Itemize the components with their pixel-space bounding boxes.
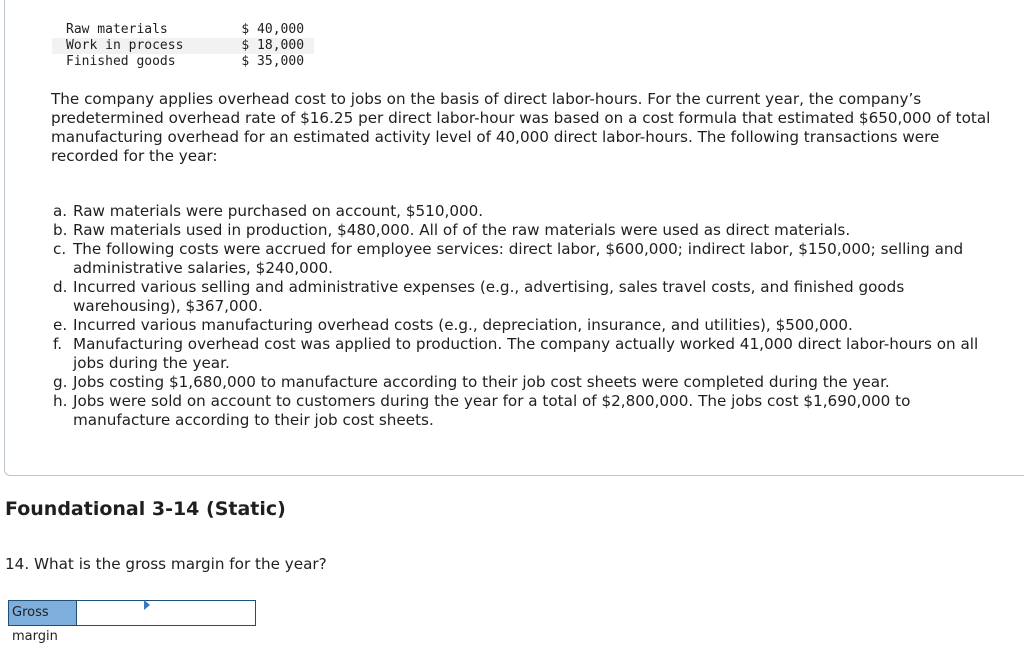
list-item <box>51 221 1001 240</box>
item-text: Manufacturing overhead cost was applied to production. The company actually worked 41,000 direct labor-hours on all jobs during the year. <box>73 335 979 372</box>
inventory-amount: $ 18,000 <box>183 38 314 54</box>
beginning-inventory-table <box>52 22 314 70</box>
table-row <box>52 38 314 54</box>
transactions-list <box>51 202 1001 430</box>
gross-margin-label: Gross margin <box>9 601 77 625</box>
item-text: Raw materials were purchased on account, $510,000. <box>73 202 484 220</box>
item-letter: d. <box>53 278 68 296</box>
table-row <box>52 22 314 38</box>
inventory-label: Raw materials <box>66 22 168 37</box>
item-text: Incurred various selling and administrative expenses (e.g., advertising, sales travel costs, and finished goods warehousing), $367,000. <box>73 278 905 315</box>
item-letter: a. <box>53 202 68 220</box>
list-item <box>51 278 1001 316</box>
list-item <box>51 373 1001 392</box>
item-letter: f. <box>53 335 63 353</box>
list-item <box>51 240 1001 278</box>
input-marker-icon <box>144 600 150 610</box>
section-title: Foundational 3-14 (Static) <box>5 498 286 520</box>
item-text: The following costs were accrued for employee services: direct labor, $600,000; indirect labor, $150,000; selling and administrative salaries, $240,000. <box>73 240 964 277</box>
item-text: Jobs costing $1,680,000 to manufacture according to their job cost sheets were completed during the year. <box>73 373 890 391</box>
item-text: Raw materials used in production, $480,000. All of of the raw materials were used as direct materials. <box>73 221 851 239</box>
list-item <box>51 335 1001 373</box>
item-letter: b. <box>53 221 68 239</box>
inventory-label: Work in process <box>52 38 183 54</box>
item-letter: h. <box>53 392 68 410</box>
table-row <box>52 54 314 70</box>
list-item <box>51 202 1001 221</box>
gross-margin-input[interactable] <box>77 601 255 625</box>
inventory-amount: $ 35,000 <box>241 54 305 69</box>
item-text: Incurred various manufacturing overhead costs (e.g., depreciation, insurance, and utilities), $500,000. <box>73 316 853 334</box>
item-letter: e. <box>53 316 68 334</box>
gross-margin-answer-row <box>8 600 256 644</box>
inventory-label: Finished goods <box>66 54 176 69</box>
item-text: Jobs were sold on account to customers during the year for a total of $2,800,000. The jobs cost $1,690,000 to manufacture according to their job cost sheets. <box>73 392 911 429</box>
inventory-amount: $ 40,000 <box>241 22 305 37</box>
list-item <box>51 316 1001 335</box>
question-text: 14. What is the gross margin for the year? <box>5 555 327 573</box>
intro-paragraph: The company applies overhead cost to jobs on the basis of direct labor-hours. For the current year, the company’s predetermined overhead rate of $16.25 per direct labor-hour was based on a cost formula that estimated $650,000 of total manufacturing overhead for an estimated activity level of 40,000 direct labor-hours. The following transactions were recorded for the year: <box>51 90 991 165</box>
list-item <box>51 392 1001 430</box>
item-letter: g. <box>53 373 68 391</box>
item-letter: c. <box>53 240 67 258</box>
